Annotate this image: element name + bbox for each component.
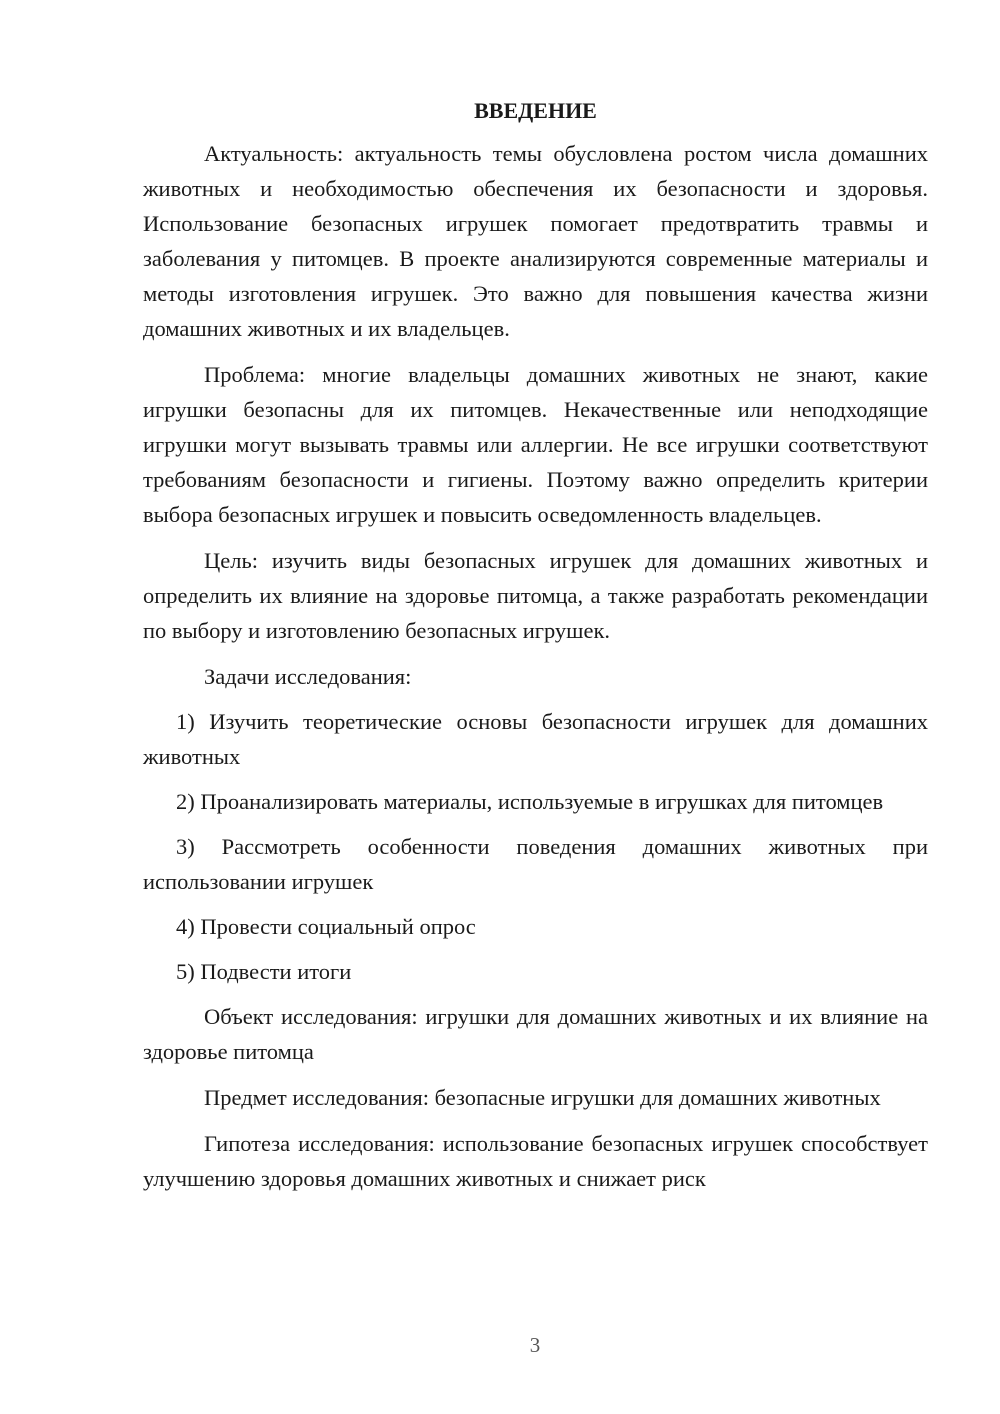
task-item: 2) Проанализировать материалы, используемые в игрушках для питомцев [176, 789, 884, 814]
problem-paragraph: Проблема: многие владельцы домашних животных не знают, какие игрушки безопасны для их питомцев. Некачественные или неподходящие игрушки могут вызывать травмы или аллергии. Не все игрушки соответствуют требованиям безопасности и гигиены. Поэтому важно определить критерии выбора безопасных игрушек и повысить осведомленность владельцев. [143, 362, 928, 527]
task-item: 3) Рассмотреть особенности поведения домашних животных при использовании игрушек [143, 834, 928, 894]
subject-paragraph: Предмет исследования: безопасные игрушки для домашних животных [204, 1085, 881, 1110]
task-item: 1) Изучить теоретические основы безопасности игрушек для домашних животных [143, 709, 928, 769]
relevance-paragraph: Актуальность: актуальность темы обусловлена ростом числа домашних животных и необходимостью обеспечения их безопасности и здоровья. Использование безопасных игрушек помогает предотвратить травмы и заболевания у питомцев. В проекте анализируются современные материалы и методы изготовления игрушек. Это важно для повышения качества жизни домашних животных и их владельцев. [143, 141, 928, 341]
tasks-heading: Задачи исследования: [204, 664, 412, 689]
page-title: ВВЕДЕНИЕ [474, 98, 597, 123]
task-item: 4) Провести социальный опрос [176, 914, 476, 939]
page-number: 3 [529, 1333, 541, 1357]
hypothesis-paragraph: Гипотеза исследования: использование безопасных игрушек способствует улучшению здоровья домашних животных и снижает риск [143, 1131, 928, 1191]
object-paragraph: Объект исследования: игрушки для домашних животных и их влияние на здоровье питомца [143, 1004, 928, 1064]
task-item: 5) Подвести итоги [176, 959, 352, 984]
page-content [143, 96, 928, 1207]
goal-paragraph: Цель: изучить виды безопасных игрушек для домашних животных и определить их влияние на здоровье питомца, а также разработать рекомендации по выбору и изготовлению безопасных игрушек. [143, 548, 928, 643]
